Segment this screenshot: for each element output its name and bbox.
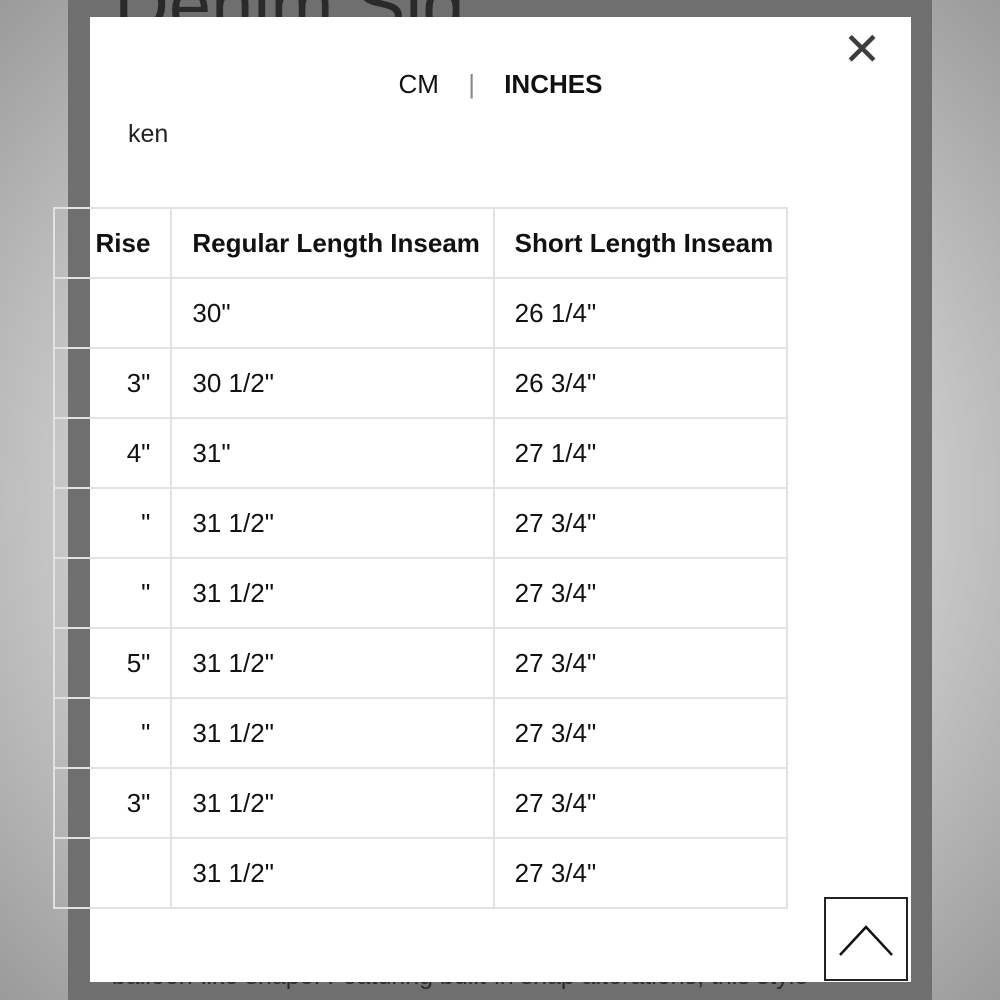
table-row: [54, 278, 787, 348]
unit-inches-option[interactable]: INCHES: [504, 68, 603, 99]
table-row: [54, 348, 787, 418]
cell-rise: ": [54, 488, 171, 558]
table-row: [54, 418, 787, 488]
table-row: [54, 768, 787, 838]
cell-regular-inseam: 31 1/2": [171, 768, 493, 838]
cell-rise: 3": [54, 768, 171, 838]
cell-rise: ": [54, 698, 171, 768]
cell-short-inseam: 27 3/4": [494, 628, 787, 698]
cell-regular-inseam: 30": [171, 278, 493, 348]
cell-regular-inseam: 31 1/2": [171, 698, 493, 768]
cell-rise: ": [54, 558, 171, 628]
cell-regular-inseam: 30 1/2": [171, 348, 493, 418]
size-table-scroll[interactable]: [95, 207, 868, 927]
cell-regular-inseam: 31 1/2": [171, 558, 493, 628]
table-row: [54, 558, 787, 628]
chevron-up-icon: [838, 919, 894, 959]
cell-regular-inseam: 31 1/2": [171, 628, 493, 698]
table-row: [54, 488, 787, 558]
header-regular-inseam: Regular Length Inseam: [171, 208, 493, 278]
cell-regular-inseam: 31 1/2": [171, 488, 493, 558]
table-header-row: [54, 208, 787, 278]
table-row: [54, 698, 787, 768]
cell-short-inseam: 27 3/4": [494, 768, 787, 838]
table-row: [54, 628, 787, 698]
cell-short-inseam: 27 3/4": [494, 488, 787, 558]
cell-short-inseam: 27 3/4": [494, 698, 787, 768]
cell-rise: 3": [54, 348, 171, 418]
cell-rise: [54, 838, 171, 908]
cell-short-inseam: 27 1/4": [494, 418, 787, 488]
unit-cm-option[interactable]: CM: [398, 68, 439, 99]
size-chart-modal: [90, 17, 911, 982]
size-table: [53, 207, 788, 909]
unit-toggle: [90, 67, 911, 100]
header-short-inseam: Short Length Inseam: [494, 208, 787, 278]
cell-short-inseam: 27 3/4": [494, 558, 787, 628]
cell-regular-inseam: 31 1/2": [171, 838, 493, 908]
header-rise: Rise: [54, 208, 171, 278]
unit-separator: |: [468, 68, 475, 99]
fit-note-text: ken: [128, 120, 169, 148]
cell-short-inseam: 26 3/4": [494, 348, 787, 418]
cell-short-inseam: 27 3/4": [494, 838, 787, 908]
cell-short-inseam: 26 1/4": [494, 278, 787, 348]
cell-rise: 5": [54, 628, 171, 698]
cell-regular-inseam: 31": [171, 418, 493, 488]
table-row: [54, 838, 787, 908]
close-icon[interactable]: ✕: [842, 23, 882, 75]
scroll-to-top-button[interactable]: [824, 897, 908, 981]
cell-rise: [54, 278, 171, 348]
cell-rise: 4": [54, 418, 171, 488]
